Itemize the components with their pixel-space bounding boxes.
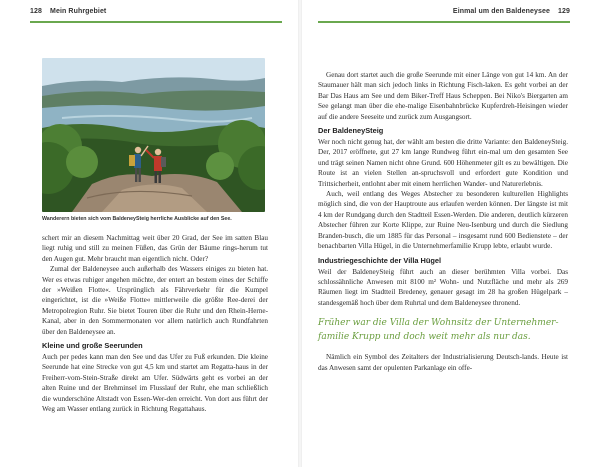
right-page-header [453,8,570,15]
right-page [300,0,600,467]
header-rule [318,21,570,23]
paragraph: Zumal der Baldeneysee auch außerhalb des Wassers einiges zu bieten hat. Wer es etwas ruhiger angehen möchte, der entert an bestem eines der Schiffe der »Weißen Flotte«. Ursprünglich als Fährverkehr für die Kumpel eingerichtet, ist die »Weiße Flotte« mittlerweile die größte Ree-derei der Metropolregion Ruhr. Sie bietet Touren über die Ruhr und den Rhein-Herne-Kanal, aber in den Sommermonaten vor allem natürlich auch Rundfahrten über den Baldeneysee an. [42,265,268,336]
left-page-header [30,8,106,15]
section-heading: Der BaldeneySteig [318,126,384,136]
section-heading: Kleine und große Seerunden [42,341,143,351]
left-body-text [42,233,268,415]
pull-quote: Früher war die Villa der Wohnsitz der Unternehmer-familie Krupp und doch weit mehr als nur das. [318,318,559,343]
paragraph: Nämlich ein Symbol des Zeitalters der Industrialisierung Deutsch-lands. Heute ist das Anwesen samt der opulenten Parkanlage ein offe- [318,353,568,372]
header-rule [30,21,282,23]
page-number: 129 [558,8,570,15]
paragraph: Wer noch nicht genug hat, der wählt am besten die dritte Variante: den BaldeneySteig. Der, 2017 eröffnete, gut 27 km lange Rundweg führt ein-mal um den gesamten See und trägt seinen Namen nicht ohne Grund. 600 Höhenmeter gilt es zu bewältigen. Die Route ist an vielen Stellen an-spruchsvoll und erfordert gute Kondition und Trittsicherheit, entlohnt aber mit einem herrlichen Wander- und Naturerlebnis. [318,138,568,188]
running-title: Mein Ruhrgebiet [50,8,107,15]
paragraph: Weil der BaldeneySteig führt auch an dieser berühmten Villa vorbei. Das schlossähnliche Anwesen mit 8100 m² Wohn- und Nutzfläche und mehr als 269 Räumen liegt im Stadtteil Bredeney, genauer gesagt im 28 ha großen Hügelpark – standesgemäß hoch über dem Ruhrtal und dem Baldeneysee thronend. [318,267,568,307]
paragraph: Auch, weil entlang des Weges Abstecher zu besonderen kulturellen Highlights möglich sind, die von der Hauptroute aus erlaufen werden können. Der längste ist mit 4 km der Rundgang durch den Stadtteil Essen-Werden. Die anderen, deutlich kürzeren Abstecher führen zur Korte Klippe, zur Ruine Neu-Isenburg und durch die Siedlung Branden-busch, die um 1885 für das Personal – insgesamt rund 600 Bedienstete – der benachbarten Villa Hügel, in die Unternehmerfamilie Krupp lebte, erlaubt wurde. [318,190,568,251]
paragraph: Auch per pedes kann man den See und das Ufer zu Fuß erkunden. Die kleine Seerunde hat eine Strecke von gut 4,5 km und startet am Regatta-haus in der Freiherr-vom-Stein-Straße direkt am Ufer. Südwärts geht es vorbei an der alten Ruine und der Brehminsel im Flusslauf der Ruhr, ehe man schließlich die wunderschöne Altstadt von Essen-Wer-den erreicht. Von dort aus führt der Weg am Wasser entlang zurück in Richtung Regattahaus. [42,353,268,414]
right-body-text [318,70,568,373]
paragraph: schert mir an diesem Nachmittag weit über 20 Grad, der See im satten Blau liegt ruhig und still zu meinen Füßen, das Grün der Bäume rings-herum tut den Augen gut. Mehr braucht man eigentlich nicht. Oder? [42,234,268,263]
photo-caption: Wanderern bieten sich vom BaldeneySteig herrliche Ausblicke auf den See. [42,216,232,222]
section-heading: Industriegeschichte der Villa Hügel [318,255,442,265]
lake-view-hikers-photo [42,58,265,212]
running-title: Einmal um den Baldeneysee [452,8,550,15]
paragraph: Genau dort startet auch die große Seerunde mit einer Länge von gut 14 km. An der Staumauer hält man sich jedoch links in Richtung Fisch-laken. Es geht vorbei an der Bar Das Haus am See und dem Biker-Treff Haus Scheppen. Bei Niko's Biergarten am See gelangt man über die ehe-malige Eisenbahnbrücke Kupferdreh-Heisingen wieder auf die andere Seeseite und zurück zum Ausgangsort. [318,71,568,121]
page-number: 128 [30,8,42,15]
